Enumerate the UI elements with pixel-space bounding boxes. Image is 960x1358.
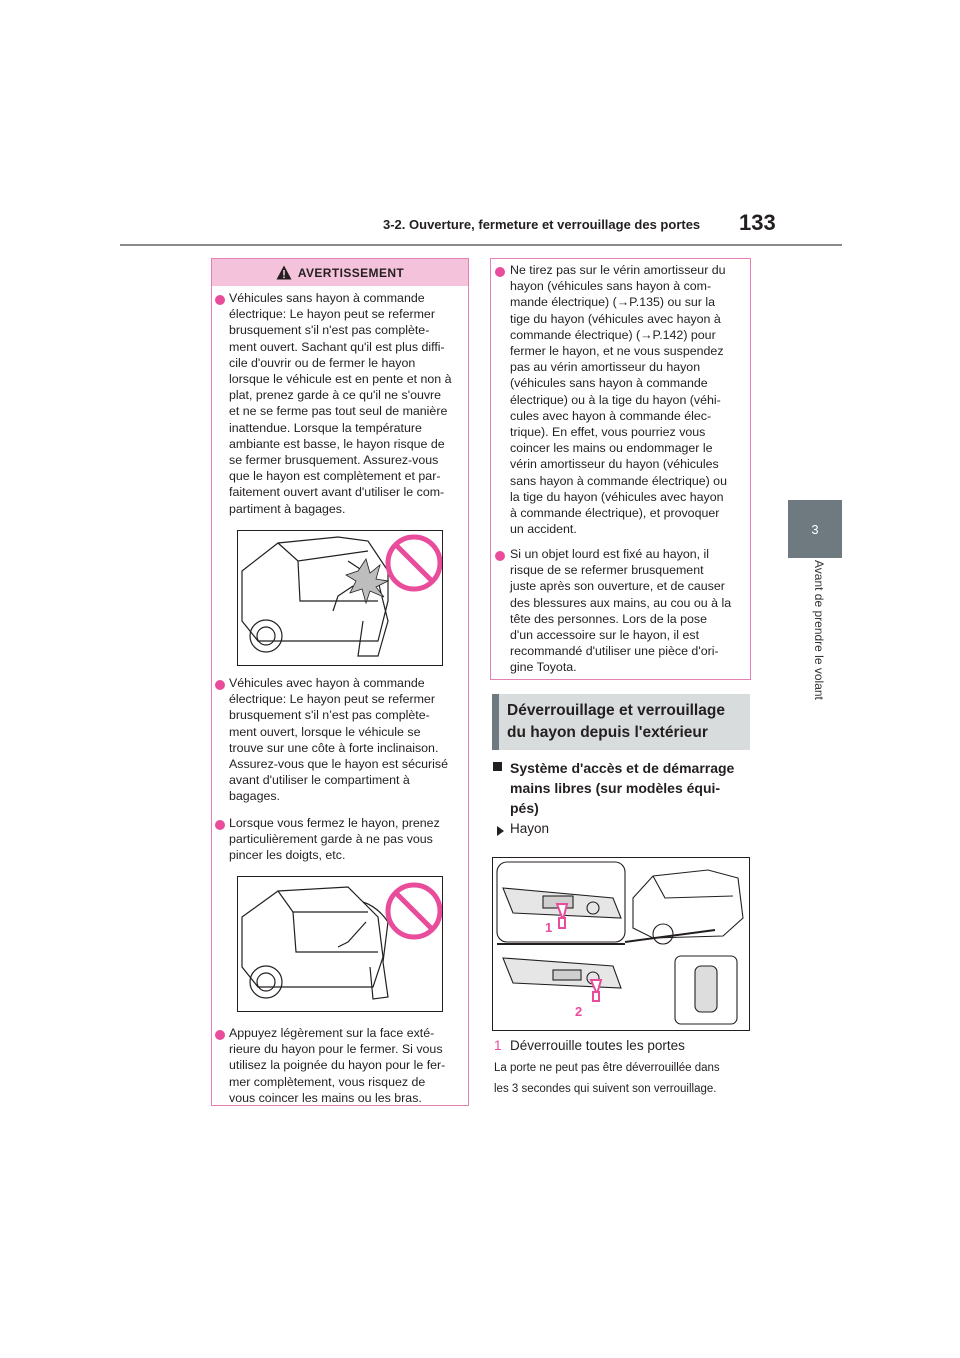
illustration-tailgate-closing — [237, 876, 443, 1012]
text-line: (véhicules sans hayon à commande — [510, 376, 708, 391]
text-line: bagages. — [229, 789, 280, 804]
note: La porte ne peut pas être déverrouillée dans les 3 secondes qui suivent son verrouillage. — [494, 1062, 720, 1095]
text-line: inattendue. Lorsque la température — [229, 420, 422, 435]
text-line: hayon (véhicules sans hayon à com- — [510, 279, 712, 294]
chapter-title: Avant de prendre le volant — [812, 560, 826, 700]
step-text: Déverrouille toutes les portes — [510, 1038, 685, 1053]
illustration-tailgate-opening — [237, 530, 443, 666]
text-line: d'un accessoire sur le hayon, il est — [510, 628, 700, 643]
text-line: trique). En effet, vous pourriez vous — [510, 425, 706, 440]
bullet-icon — [215, 680, 225, 690]
chapter-number: 3 — [811, 521, 819, 537]
text-line: ambiante est basse, le hayon risque de — [229, 436, 445, 451]
text-line: électrique: Le hayon peut se refermer — [229, 307, 435, 322]
text-line: avant d'utiliser le compartiment à — [229, 773, 410, 788]
bullet-icon — [215, 1030, 225, 1040]
text-line: Si un objet lourd est fixé au hayon, il — [510, 547, 710, 561]
text-line: risque de se refermer brusquement — [510, 563, 704, 578]
text-line: commande électrique) (→P.142) pour — [510, 327, 716, 342]
warning-header — [212, 259, 468, 286]
text-line: brusquement s'il n'est pas complète- — [229, 323, 430, 338]
text-line: sans hayon à commande électrique) ou — [510, 473, 727, 488]
text-line: rieure du hayon pour le fermer. Si vous — [229, 1042, 443, 1057]
bullet-icon — [215, 295, 225, 305]
subheading: Système d'accès et de démarrage mains libres (sur modèles équi- pés) — [510, 760, 735, 816]
text-line: cules avec hayon à commande élec- — [510, 408, 712, 423]
warning-title: AVERTISSEMENT — [297, 265, 405, 280]
text-line: tête des personnes. Lors de la pose — [510, 611, 708, 626]
text-line: utilisez la poignée du hayon pour le fer- — [229, 1058, 446, 1073]
text-line: pas au vérin amortisseur du hayon — [510, 360, 701, 375]
text-line: Véhicules sans hayon à commande — [229, 291, 425, 305]
text-line: Véhicules avec hayon à commande — [229, 676, 425, 690]
text-line: cile d'ouvrir ou de fermer le hayon — [229, 355, 416, 370]
square-bullet-icon — [493, 762, 502, 771]
text-line: lorsque le véhicule est en pente et non à — [229, 372, 452, 387]
warning-item-2 — [229, 675, 465, 805]
bullet-icon — [495, 267, 505, 277]
text-line: juste après son ouverture, et de causer — [510, 579, 725, 594]
text-line: faitement ouvert avant d'utiliser le com- — [229, 485, 445, 500]
text-line: recommandé d'utiliser une pièce d'ori- — [510, 644, 719, 659]
text-line: pincer les doigts, etc. — [229, 848, 346, 863]
text-line: brusquement s'il n’est pas complète- — [229, 708, 430, 723]
text-line: électrique) ou à la tige du hayon (véhi- — [510, 392, 721, 407]
text-line: plat, prenez garde à ce qu'il ne s'ouvre — [229, 388, 442, 403]
section-header: 3-2. Ouverture, fermeture et verrouillage des portes — [383, 217, 701, 232]
text-line: des blessures aux mains, au cou ou à la — [510, 595, 732, 610]
warning-triangle-icon — [276, 265, 292, 280]
text-line: Assurez-vous que le hayon est sécurisé — [229, 757, 449, 772]
text-line: Ne tirez pas sur le vérin amortisseur du — [510, 263, 726, 277]
text-line: électrique: Le hayon peut se refermer — [229, 692, 435, 707]
warning-item-5 — [510, 262, 747, 537]
text-line: un accident. — [510, 522, 577, 537]
text-line: Appuyez légèrement sur la face exté- — [229, 1026, 435, 1040]
bullet-icon — [215, 820, 225, 830]
text-line: tige du hayon (véhicules avec hayon à — [510, 311, 721, 326]
text-line: à commande électrique), et provoquer — [510, 506, 720, 521]
text-line: trouve sur une côte à forte inclinaison. — [229, 740, 439, 755]
warning-item-6 — [510, 546, 747, 676]
warning-item-4 — [229, 1025, 465, 1106]
text-line: que le hayon est complètement et par- — [229, 469, 441, 484]
text-line: fermer le hayon, et ne vous suspendez — [510, 344, 724, 359]
callout-1: 1 — [545, 920, 553, 935]
text-line: ment ouvert, lorsque le véhicule se — [229, 724, 421, 739]
text-line: particulièrement garde à ne pas vous — [229, 832, 433, 847]
header-divider — [120, 244, 842, 246]
text-line: la tige du hayon (véhicules avec hayon — [510, 489, 724, 504]
callout-2: 2 — [575, 1004, 583, 1019]
text-line: vérin amortisseur du hayon (véhicules — [510, 457, 719, 472]
chapter-tab — [788, 500, 842, 558]
bullet-icon — [495, 551, 505, 561]
page-number: 133 — [739, 210, 776, 235]
text-line: gine Toyota. — [510, 660, 577, 675]
text-line: vous coincer les mains ou les bras. — [229, 1090, 422, 1105]
warning-item-1 — [229, 290, 465, 517]
text-line: ment ouvert. Sachant qu'il est plus diffi- — [229, 339, 445, 354]
section-heading: Déverrouillage et verrouillage du hayon depuis l'extérieur — [492, 694, 750, 750]
text-line: mande électrique) (→P.135) ou sur la — [510, 295, 716, 310]
warning-item-3 — [229, 815, 465, 864]
text-line: se fermer brusquement. Assurez-vous — [229, 453, 439, 468]
text-line: coincer les mains ou endommager le — [510, 441, 713, 456]
triangle-bullet-icon — [497, 826, 504, 836]
illustration-tailgate-handle — [492, 857, 750, 1031]
text-line: mer complètement, vous risquez de — [229, 1074, 426, 1089]
text-line: et ne se ferme pas tout seul de manière — [229, 404, 448, 419]
text-line: Lorsque vous fermez le hayon, prenez — [229, 816, 440, 830]
item-label: Hayon — [510, 821, 550, 836]
text-line: partiment à bagages. — [229, 501, 346, 516]
step-number: 1 — [494, 1038, 502, 1053]
